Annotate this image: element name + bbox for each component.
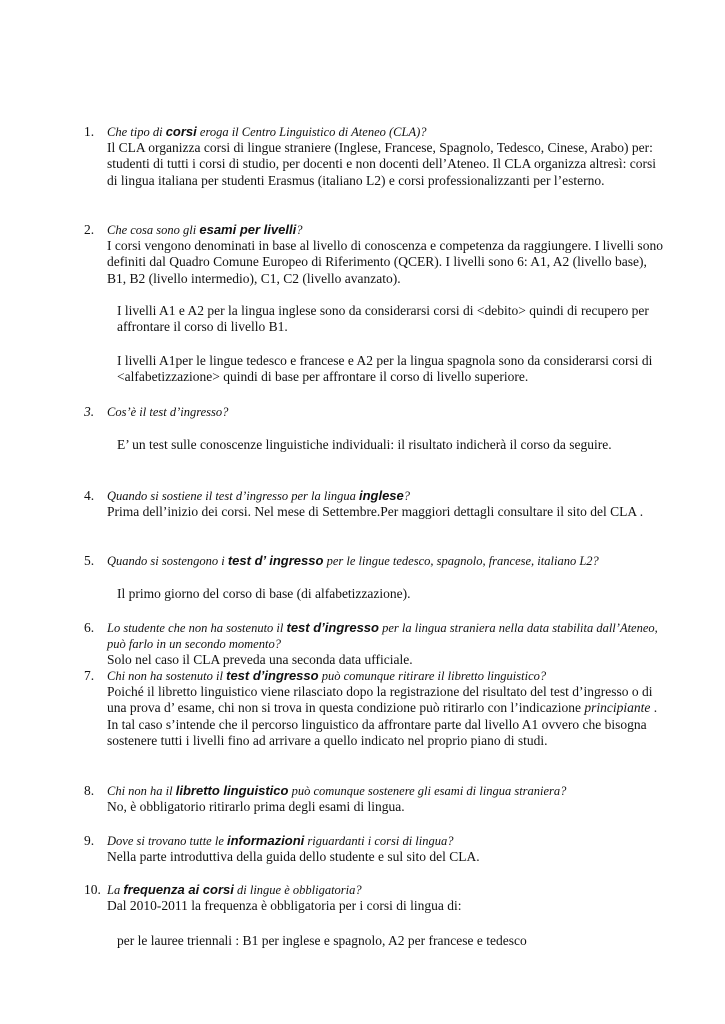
item-number: 4. (84, 488, 95, 503)
paragraph-debito: I livelli A1 e A2 per la lingua inglese sono da considerarsi corsi di <debito> quindi di recupero per affrontare il corso di livello B1. (117, 303, 649, 335)
question: Chi non ha sostenuto il test d’ingresso può comunque ritirare il libretto linguistico? (107, 668, 547, 683)
answer: Solo nel caso il CLA preveda una seconda data ufficiale. (107, 652, 413, 667)
question: Che tipo di corsi eroga il Centro Linguistico di Ateneo (CLA)? (107, 124, 427, 139)
item-number: 5. (84, 553, 95, 568)
item-number: 3. (84, 404, 95, 419)
answer: I corsi vengono denominati in base al livello di conoscenza e competenza da raggiungere. I livelli sono definiti dal Quadro Comune Europeo di Riferimento (QCER). I livelli sono 6: A1, A2 (livello base), B1, B2 (livello intermedio), C1, C2 (livello avanzato). (107, 238, 663, 286)
item-number: 8. (84, 783, 95, 798)
paragraph-lauree-triennali: per le lauree triennali : B1 per inglese e spagnolo, A2 per francese e tedesco (117, 933, 527, 948)
item-number: 7. (84, 668, 95, 683)
question: Che cosa sono gli esami per livelli? (107, 222, 303, 237)
item-number: 6. (84, 620, 95, 635)
question: Dove si trovano tutte le informazioni riguardanti i corsi di lingua? (107, 833, 454, 848)
answer: Prima dell’inizio dei corsi. Nel mese di Settembre.Per maggiori dettagli consultare il sito del CLA . (107, 504, 644, 519)
question: Quando si sostiene il test d’ingresso per la lingua inglese? (107, 488, 411, 503)
paragraph-primo-giorno: Il primo giorno del corso di base (di alfabetizzazione). (117, 586, 411, 601)
question: Chi non ha il libretto linguistico può comunque sostenere gli esami di lingua straniera? (107, 783, 567, 798)
item-number: 10. (84, 882, 101, 897)
answer: Il CLA organizza corsi di lingue straniere (Inglese, Francese, Spagnolo, Tedesco, Cinese, Arabo) per: studenti di tutti i corsi di studio, per docenti e non docenti dell’Ateneo. Il CLA organizza altresì: corsi di lingua italiana per studenti Erasmus (italiano L2) e corsi professionalizzanti per l’esterno. (107, 140, 656, 188)
paragraph-alfabetizzazione: I livelli A1per le lingue tedesco e francese e A2 per la lingua spagnola sono da considerarsi corsi di <alfabetizzazione> quindi di base per affrontare il corso di livello superiore. (117, 353, 653, 385)
answer: Nella parte introduttiva della guida dello studente e sul sito del CLA. (107, 849, 480, 864)
answer: Poiché il libretto linguistico viene rilasciato dopo la registrazione del risultato del test d’ingresso o di una prova d’ esame, chi non si trova in questa condizione può ritirarlo con l’indicazione principiante . In tal caso s’intende che il percorso linguistico da affrontare parte dal livello A1 ovvero che bisogna sostenere tutti i livelli fino ad arrivare a quello indicato nel proprio piano di studi. (107, 684, 658, 748)
question: Cos’è il test d’ingresso? (107, 405, 229, 419)
answer: Dal 2010-2011 la frequenza è obbligatoria per i corsi di lingua di: (107, 898, 462, 913)
item-number: 9. (84, 833, 95, 848)
question: Lo studente che non ha sostenuto il test d’ingresso per la lingua straniera nella data stabilita dall’Ateneo, può farlo in un secondo momento? (107, 620, 658, 651)
question: La frequenza ai corsi di lingue è obbligatoria? (107, 882, 362, 897)
answer: No, è obbligatorio ritirarlo prima degli esami di lingua. (107, 799, 405, 814)
question: Quando si sostengono i test d’ ingresso per le lingue tedesco, spagnolo, francese, italiano L2? (107, 553, 599, 568)
item-number: 2. (84, 222, 95, 237)
paragraph-test: E’ un test sulle conoscenze linguistiche individuali: il risultato indicherà il corso da seguire. (117, 437, 612, 452)
item-number: 1. (84, 124, 95, 139)
